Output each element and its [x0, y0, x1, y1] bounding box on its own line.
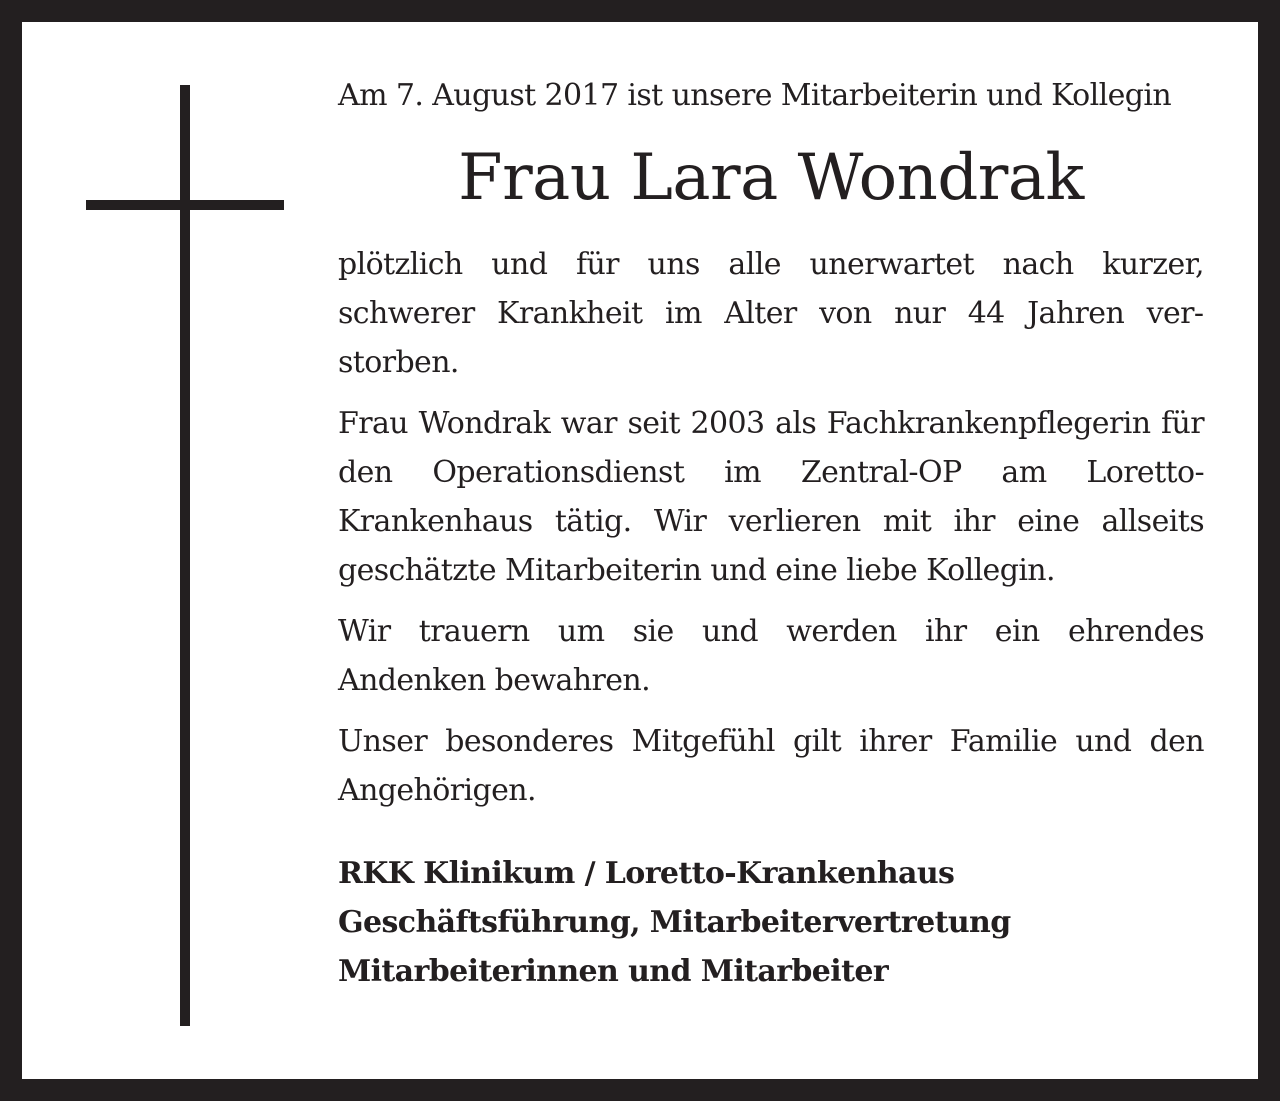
- intro-line: Am 7. August 2017 ist unsere Mitarbeiterin und Kollegin: [338, 78, 1172, 113]
- signature-block: [338, 849, 1204, 996]
- paragraph-career: Frau Wondrak war seit 2003 als Fachkrankenpflegerin für den Operationsdienst im Zentral-OP am Loretto-Krankenhaus tätig. Wir verlieren mit ihr eine allseits geschätzte Mitarbeiterin und eine liebe Kollegin.: [338, 406, 1204, 588]
- cross-horizontal-bar: [86, 200, 284, 210]
- paragraph-condolence: Unser besonderes Mitgefühl gilt ihrer Familie und den Angehörigen.: [338, 724, 1204, 808]
- signature-staff: Mitarbeiterinnen und Mitarbeiter: [338, 954, 889, 989]
- deceased-name: Frau Lara Wondrak: [458, 141, 1084, 215]
- signature-management: Geschäftsführung, Mitarbeitervertretung: [338, 905, 1011, 940]
- notice-text: [338, 72, 1204, 996]
- signature-organization: RKK Klinikum / Loretto-Krankenhaus: [338, 856, 955, 891]
- paragraph-death: plötzlich und für uns alle unerwartet nach kurzer, schwerer Krankheit im Alter von nur 44 Jahren verstorben.: [338, 247, 1204, 380]
- cross-vertical-bar: [180, 85, 190, 1026]
- paragraph-mourning: Wir trauern um sie und werden ihr ein ehrendes Andenken bewahren.: [338, 614, 1204, 698]
